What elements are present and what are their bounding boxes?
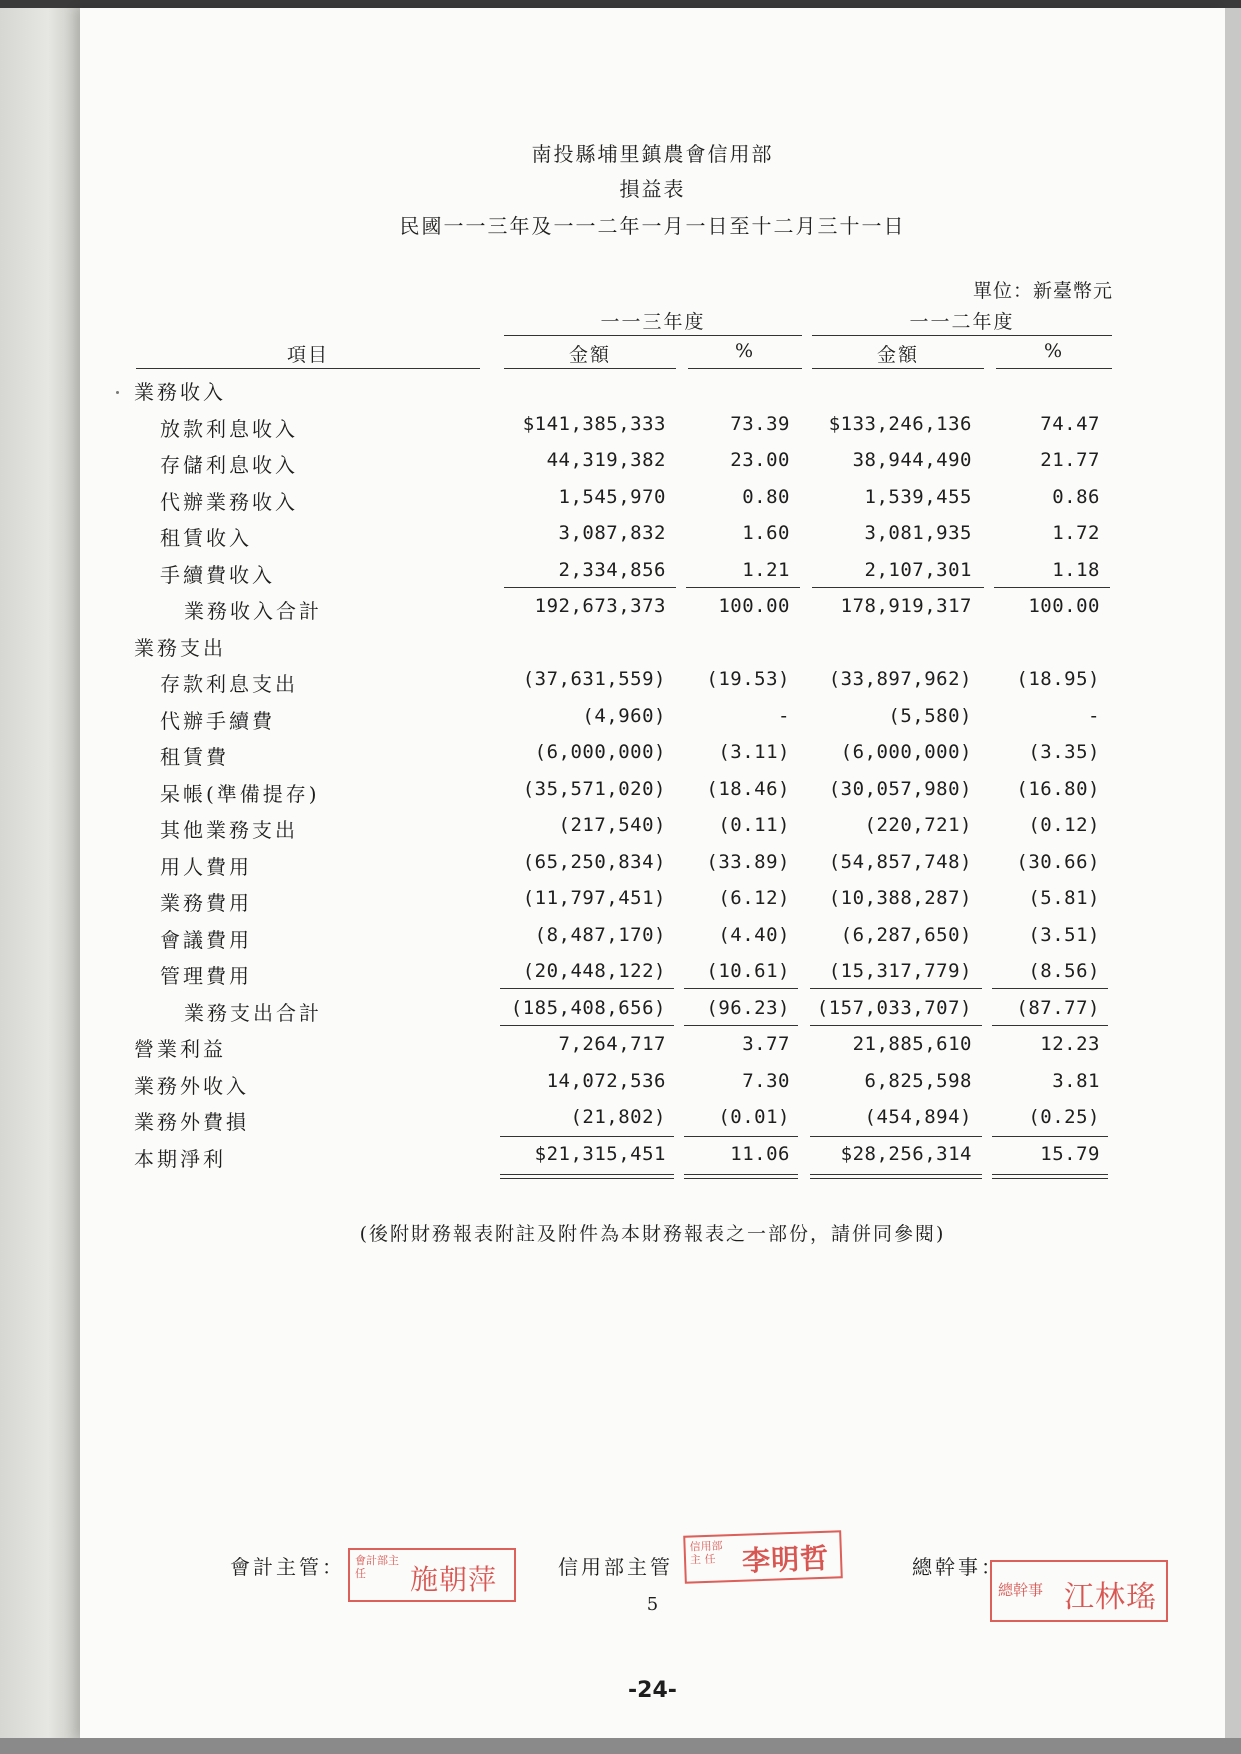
percent-113-cell: (19.53) [706,668,790,690]
subtotal-rule [812,587,984,588]
net-income-rule [992,1136,1108,1137]
row-label: 代辦業務收入 [160,489,298,514]
amount-112-cell: 178,919,317 [840,595,972,617]
seal-name: 李明哲 [741,1541,830,1578]
amount-112-cell: (157,033,707) [816,996,972,1019]
row-label: 租賃費 [160,745,229,769]
subtotal-rule [684,988,798,989]
percent-113-cell: (33.89) [706,850,790,873]
percent-112-cell: (0.25) [1028,1106,1100,1128]
column-header-percent-113: % [734,340,756,362]
column-header-rule [504,368,676,369]
table-row [0,997,1241,1033]
statement-title: 損益表 [619,177,686,201]
scan-edge-top [0,0,1241,8]
percent-112-cell: (16.80) [1016,777,1100,800]
percent-112-cell: (3.35) [1028,741,1100,763]
table-row [0,632,1241,668]
amount-112-cell: 38,944,490 [852,449,972,471]
column-header-item: 項目 [286,344,329,366]
amount-112-cell: $133,246,136 [828,412,972,435]
percent-112-cell: 21.77 [1040,449,1100,471]
table-row [0,705,1241,741]
credit-head-label: 信用部主管 [558,1555,673,1579]
seal-name: 施朝萍 [410,1563,498,1596]
table-row [0,449,1241,485]
percent-112-cell: (3.51) [1028,923,1100,946]
amount-113-cell: 14,072,536 [546,1069,666,1092]
percent-112-cell: - [1088,704,1100,727]
year-header-113: 一一三年度 [600,311,706,333]
percent-113-cell: 3.77 [742,1033,790,1055]
footnote: (後附財務報表附註及附件為本財務報表之一部份，請併同參閱) [359,1223,946,1245]
percent-112-cell: 1.72 [1052,522,1100,544]
percent-112-cell: 74.47 [1040,412,1100,435]
percent-112-cell: 15.79 [1040,1142,1100,1165]
row-label: 用人費用 [160,854,252,879]
amount-113-cell: 192,673,373 [534,595,666,617]
amount-113-cell: $21,315,451 [534,1142,666,1165]
column-header-rule [812,368,984,369]
amount-112-cell: 1,539,455 [864,485,972,508]
percent-113-cell: (0.11) [718,814,790,836]
amount-113-cell: 44,319,382 [546,449,666,471]
table-row [0,413,1241,449]
amount-113-cell: (20,448,122) [522,960,666,982]
general-manager-label: 總幹事： [912,1555,1004,1579]
column-header-amount-112: 金額 [876,344,919,366]
year-header-112: 一一二年度 [909,311,1015,333]
row-label: 代辦手續費 [160,708,275,733]
percent-112-cell: 100.00 [1028,595,1100,617]
percent-113-cell: 1.21 [742,558,790,581]
row-label: 存儲利息收入 [160,453,298,477]
net-income-rule [500,1136,674,1137]
amount-113-cell: (6,000,000) [534,741,666,763]
amount-113-cell: $141,385,333 [522,412,666,435]
table-row [0,376,1241,412]
percent-113-cell: 1.60 [742,522,790,544]
row-label: 業務外收入 [134,1073,249,1098]
percent-113-cell: (6.12) [718,887,790,909]
seal-title: 信用部主 任 [689,1539,723,1567]
row-label: 其他業務支出 [160,818,298,842]
row-label: 本期淨利 [134,1146,226,1171]
percent-113-cell: 100.00 [718,595,790,617]
currency-unit: 單位：新臺幣元 [972,280,1113,302]
amount-112-cell: $28,256,314 [840,1142,972,1165]
table-row [0,814,1241,850]
total-rule [810,1025,982,1026]
amount-112-cell: (5,580) [888,704,972,727]
entity-name: 南投縣埔里鎮農會信用部 [531,142,774,166]
subtotal-rule [686,587,800,588]
table-row [0,851,1241,887]
percent-113-cell: 0.80 [742,485,790,508]
percent-113-cell: (18.46) [706,777,790,800]
amount-113-cell: 2,334,856 [558,558,666,581]
amount-113-cell: (4,960) [582,704,666,727]
row-label: 業務支出 [134,635,226,660]
amount-112-cell: (220,721) [864,814,972,836]
table-row [0,559,1241,595]
row-label: 存款利息支出 [160,672,298,696]
amount-112-cell: (54,857,748) [828,850,972,873]
percent-113-cell: 73.39 [730,412,790,435]
amount-113-cell: (185,408,656) [510,996,666,1019]
amount-112-cell: (10,388,287) [828,887,972,909]
seal-title: 總幹事 [998,1581,1044,1599]
row-label: 營業利益 [134,1037,226,1061]
subtotal-rule [994,587,1110,588]
year-header-rule [812,335,1112,336]
double-underline [810,1174,982,1179]
amount-112-cell: (6,287,650) [840,923,972,946]
row-label: 業務外費損 [134,1110,249,1134]
subtotal-rule [500,988,674,989]
percent-113-cell: 7.30 [742,1069,790,1092]
table-row [0,741,1241,777]
amount-112-cell: (6,000,000) [840,741,972,763]
percent-113-cell: (96.23) [706,996,790,1019]
subtotal-rule [504,587,676,588]
percent-112-cell: (0.12) [1028,814,1100,836]
amount-113-cell: (217,540) [558,814,666,836]
percent-112-cell: (5.81) [1028,887,1100,909]
accounting-head-label: 會計主管： [230,1555,345,1579]
total-rule [500,1025,674,1026]
percent-112-cell: 12.23 [1040,1033,1100,1055]
double-underline [992,1174,1108,1179]
subtotal-rule [992,988,1108,989]
amount-113-cell: (35,571,020) [522,777,666,800]
amount-113-cell: (21,802) [570,1106,666,1128]
table-row [0,778,1241,814]
table-row [0,924,1241,960]
percent-112-cell: 3.81 [1052,1069,1100,1092]
row-label: 業務費用 [160,891,252,915]
row-label: 管理費用 [160,964,252,988]
statement-period: 民國一一三年及一一二年一月一日至十二月三十一日 [399,214,906,238]
seal-title: 會計部主 任 [355,1554,399,1580]
amount-112-cell: 3,081,935 [864,522,972,544]
percent-113-cell: (3.11) [718,741,790,763]
net-income-rule [810,1136,982,1137]
percent-113-cell: 23.00 [730,449,790,471]
percent-113-cell: (4.40) [718,923,790,946]
column-header-rule [688,368,802,369]
total-rule [992,1025,1108,1026]
page-footer-number: -24- [628,1678,677,1703]
row-label: 業務支出合計 [184,1000,322,1025]
percent-112-cell: (30.66) [1016,850,1100,873]
table-row [0,887,1241,923]
percent-112-cell: (8.56) [1028,960,1100,982]
total-rule [684,1025,798,1026]
percent-112-cell: (18.95) [1016,668,1100,690]
amount-113-cell: 3,087,832 [558,522,666,544]
table-row [0,668,1241,704]
amount-113-cell: (65,250,834) [522,850,666,873]
percent-113-cell: (10.61) [706,960,790,982]
table-row [0,1033,1241,1069]
net-income-rule [684,1136,798,1137]
percent-113-cell: 11.06 [730,1142,790,1165]
table-row [0,960,1241,996]
double-underline [500,1174,674,1179]
amount-113-cell: (11,797,451) [522,887,666,909]
credit-head-seal [683,1530,843,1583]
amount-112-cell: (454,894) [864,1106,972,1128]
percent-112-cell: (87.77) [1016,996,1100,1019]
table-row [0,595,1241,631]
percent-113-cell: (0.01) [718,1106,790,1128]
double-underline [684,1174,798,1179]
year-header-rule [504,335,802,336]
row-label: 呆帳(準備提存) [160,781,320,806]
amount-112-cell: (33,897,962) [828,668,972,690]
amount-113-cell: 7,264,717 [558,1033,666,1055]
scan-edge-bottom [0,1738,1241,1754]
seal-name: 江林瑤 [1064,1580,1157,1615]
row-label: 會議費用 [160,927,252,952]
table-row [0,1070,1241,1106]
amount-112-cell: 6,825,598 [864,1069,972,1092]
amount-112-cell: 2,107,301 [864,558,972,581]
subtotal-rule [810,988,982,989]
amount-112-cell: (30,057,980) [828,777,972,800]
table-row [0,522,1241,558]
amount-113-cell: (8,487,170) [534,923,666,946]
page-number: 5 [646,1594,659,1615]
row-label: 業務收入合計 [184,599,322,623]
row-label: 手續費收入 [160,562,275,587]
column-header-amount-113: 金額 [568,344,611,366]
percent-112-cell: 1.18 [1052,558,1100,581]
percent-112-cell: 0.86 [1052,485,1100,508]
amount-112-cell: 21,885,610 [852,1033,972,1055]
amount-113-cell: (37,631,559) [522,668,666,690]
amount-113-cell: 1,545,970 [558,485,666,508]
row-label: 租賃收入 [160,526,252,550]
column-header-rule [136,368,480,369]
row-label: 放款利息收入 [160,416,298,441]
column-header-percent-112: % [1043,340,1065,362]
row-label: 業務收入 [134,380,226,404]
column-header-rule [996,368,1112,369]
percent-113-cell: - [778,704,790,727]
table-row [0,486,1241,522]
amount-112-cell: (15,317,779) [828,960,972,982]
